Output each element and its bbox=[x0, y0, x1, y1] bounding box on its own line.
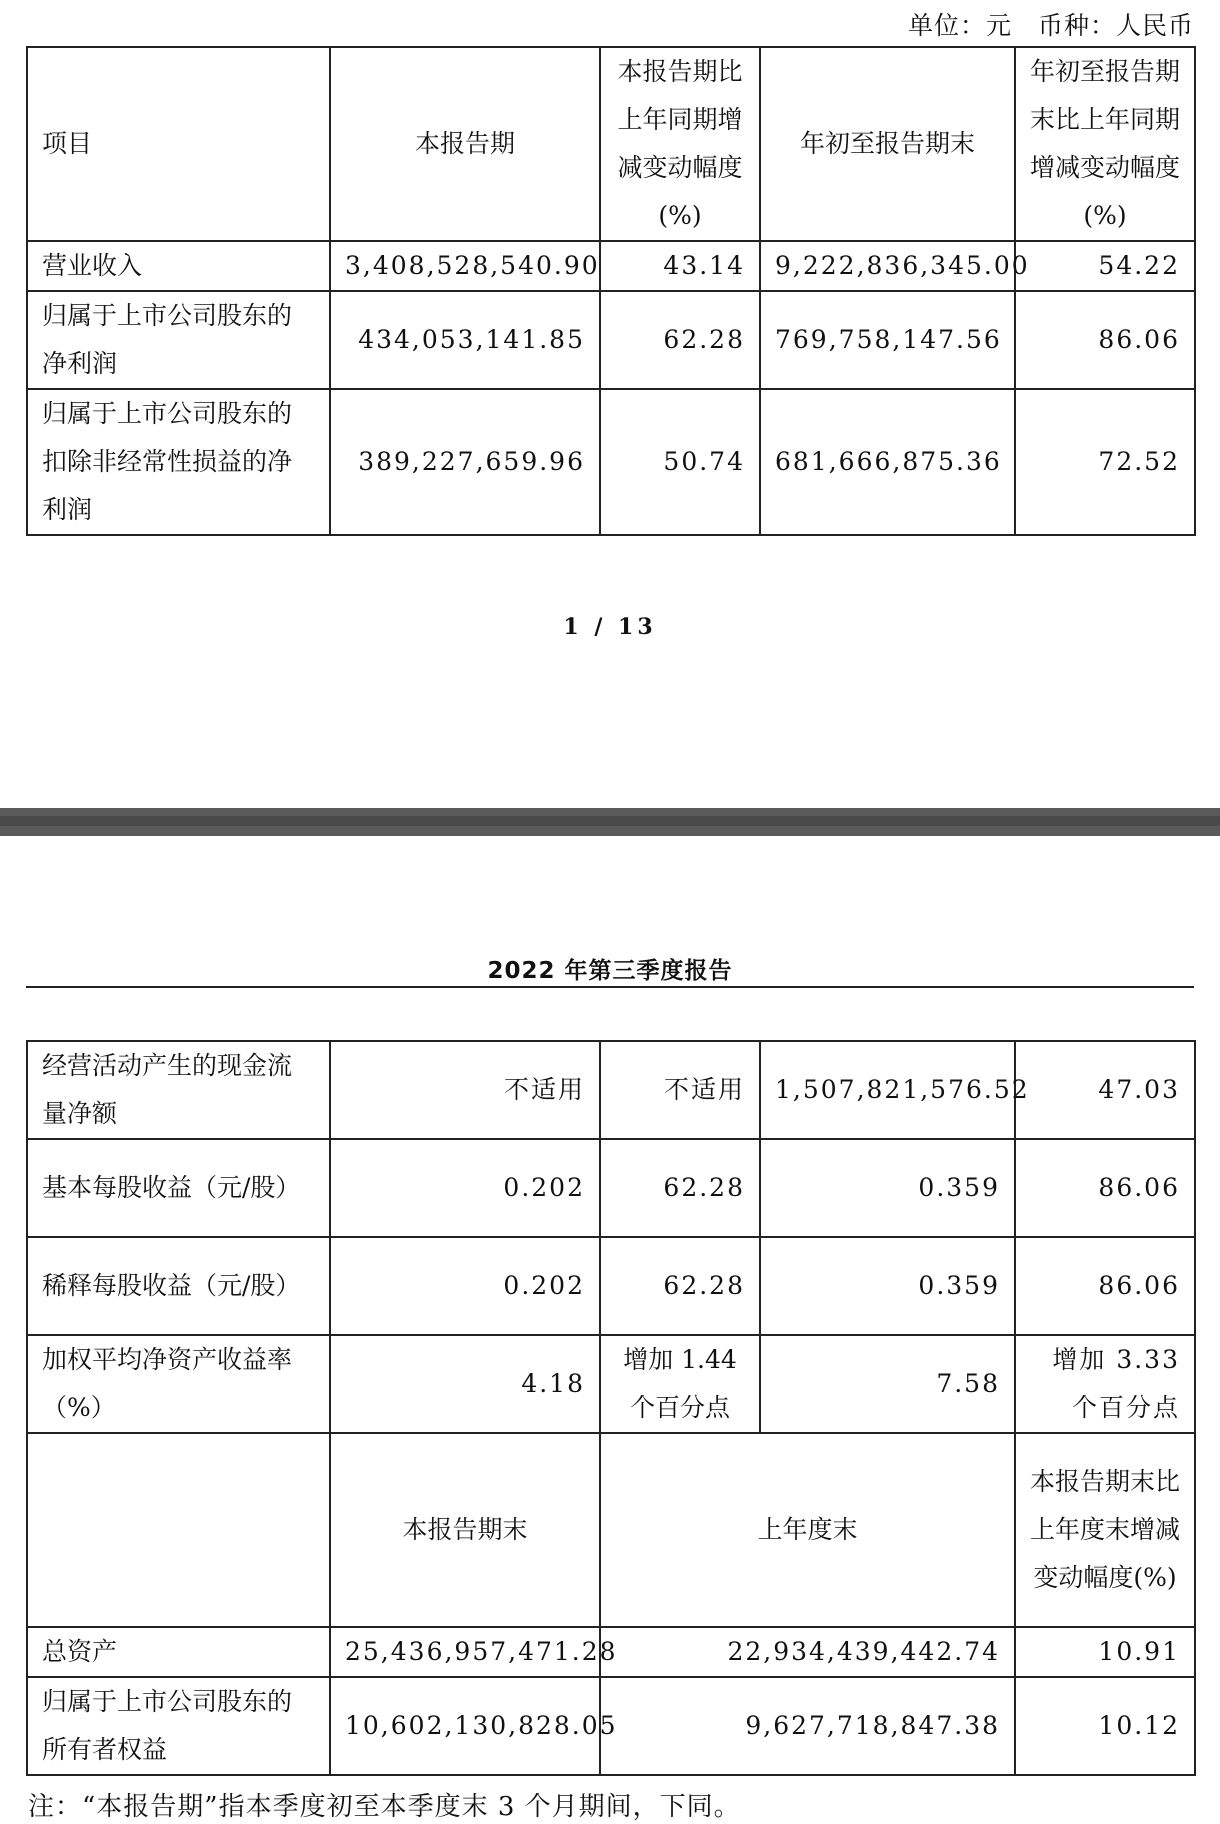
row-label: 归属于上市公司股东的所有者权益 bbox=[27, 1677, 330, 1775]
report-title: 2022 年第三季度报告 bbox=[487, 958, 733, 984]
row-label: 营业收入 bbox=[27, 241, 330, 291]
cell-value: 不适用 bbox=[600, 1041, 760, 1139]
subheader-prior-year-end: 上年度末 bbox=[600, 1433, 1015, 1627]
cell-value: 0.359 bbox=[760, 1237, 1015, 1335]
table-row bbox=[27, 291, 1195, 389]
cell-value: 10.91 bbox=[1015, 1627, 1195, 1677]
row-label: 加权平均净资产收益率（%） bbox=[27, 1335, 330, 1433]
table-row bbox=[27, 1139, 1195, 1237]
table-row bbox=[27, 1335, 1195, 1433]
cell-value: 62.28 bbox=[600, 291, 760, 389]
cell-value: 86.06 bbox=[1015, 1139, 1195, 1237]
footnote: 注：“本报告期”指本季度初至本季度末 3 个月期间，下同。 bbox=[28, 1792, 741, 1822]
cell-value: 62.28 bbox=[600, 1139, 760, 1237]
cell-value: 3,408,528,540.90 bbox=[330, 241, 600, 291]
cell-value: 86.06 bbox=[1015, 291, 1195, 389]
cell-value: 62.28 bbox=[600, 1237, 760, 1335]
table-row bbox=[27, 1677, 1195, 1775]
cell-value: 0.202 bbox=[330, 1237, 600, 1335]
cell-value: 0.202 bbox=[330, 1139, 600, 1237]
cell-value: 增加 3.33 个百分点 bbox=[1015, 1335, 1195, 1433]
cell-value: 9,627,718,847.38 bbox=[600, 1677, 1015, 1775]
cell-value: 25,436,957,471.28 bbox=[330, 1627, 600, 1677]
cell-value: 9,222,836,345.00 bbox=[760, 241, 1015, 291]
row-label: 稀释每股收益（元/股） bbox=[27, 1237, 330, 1335]
cell-value: 1,507,821,576.52 bbox=[760, 1041, 1015, 1139]
currency-label: 币种：人民币 bbox=[1037, 11, 1194, 40]
table-subheader-row bbox=[27, 1433, 1195, 1627]
row-label: 归属于上市公司股东的净利润 bbox=[27, 291, 330, 389]
col-header-ytd-change: 年初至报告期末比上年同期增减变动幅度(%) bbox=[1015, 47, 1195, 241]
cell-value: 增加 1.44 个百分点 bbox=[600, 1335, 760, 1433]
cell-value: 434,053,141.85 bbox=[330, 291, 600, 389]
subheader-change: 本报告期末比上年度末增减变动幅度(%) bbox=[1015, 1433, 1195, 1627]
indicators-table-continued bbox=[26, 1040, 1196, 1776]
table-row bbox=[27, 1237, 1195, 1335]
page-divider bbox=[0, 808, 1220, 836]
col-header-current-change: 本报告期比上年同期增减变动幅度(%) bbox=[600, 47, 760, 241]
cell-value: 47.03 bbox=[1015, 1041, 1195, 1139]
cell-value: 4.18 bbox=[330, 1335, 600, 1433]
unit-label: 单位：元 bbox=[907, 11, 1012, 40]
row-label: 经营活动产生的现金流量净额 bbox=[27, 1041, 330, 1139]
col-header-item: 项目 bbox=[27, 47, 330, 241]
page-number: 1 / 13 bbox=[563, 614, 657, 640]
cell-value: 10,602,130,828.05 bbox=[330, 1677, 600, 1775]
unit-currency-line bbox=[882, 6, 1194, 42]
page-1 bbox=[0, 0, 1220, 808]
cell-value: 86.06 bbox=[1015, 1237, 1195, 1335]
row-label: 归属于上市公司股东的扣除非经常性损益的净利润 bbox=[27, 389, 330, 535]
col-header-current: 本报告期 bbox=[330, 47, 600, 241]
cell-value: 22,934,439,442.74 bbox=[600, 1627, 1015, 1677]
cell-value: 54.22 bbox=[1015, 241, 1195, 291]
cell-value: 43.14 bbox=[600, 241, 760, 291]
cell-value: 389,227,659.96 bbox=[330, 389, 600, 535]
row-label: 基本每股收益（元/股） bbox=[27, 1139, 330, 1237]
subheader-period-end: 本报告期末 bbox=[330, 1433, 600, 1627]
subheader-blank bbox=[27, 1433, 330, 1627]
cell-value: 50.74 bbox=[600, 389, 760, 535]
table-header-row bbox=[27, 47, 1195, 241]
cell-value: 0.359 bbox=[760, 1139, 1015, 1237]
cell-value: 769,758,147.56 bbox=[760, 291, 1015, 389]
row-label: 总资产 bbox=[27, 1627, 330, 1677]
table-row bbox=[27, 241, 1195, 291]
title-rule bbox=[26, 986, 1194, 988]
table-row bbox=[27, 389, 1195, 535]
col-header-ytd: 年初至报告期末 bbox=[760, 47, 1015, 241]
cell-value: 7.58 bbox=[760, 1335, 1015, 1433]
table-row bbox=[27, 1041, 1195, 1139]
cell-value: 不适用 bbox=[330, 1041, 600, 1139]
main-indicators-table bbox=[26, 46, 1196, 536]
page-2 bbox=[0, 836, 1220, 1824]
cell-value: 10.12 bbox=[1015, 1677, 1195, 1775]
cell-value: 72.52 bbox=[1015, 389, 1195, 535]
table-row bbox=[27, 1627, 1195, 1677]
cell-value: 681,666,875.36 bbox=[760, 389, 1015, 535]
